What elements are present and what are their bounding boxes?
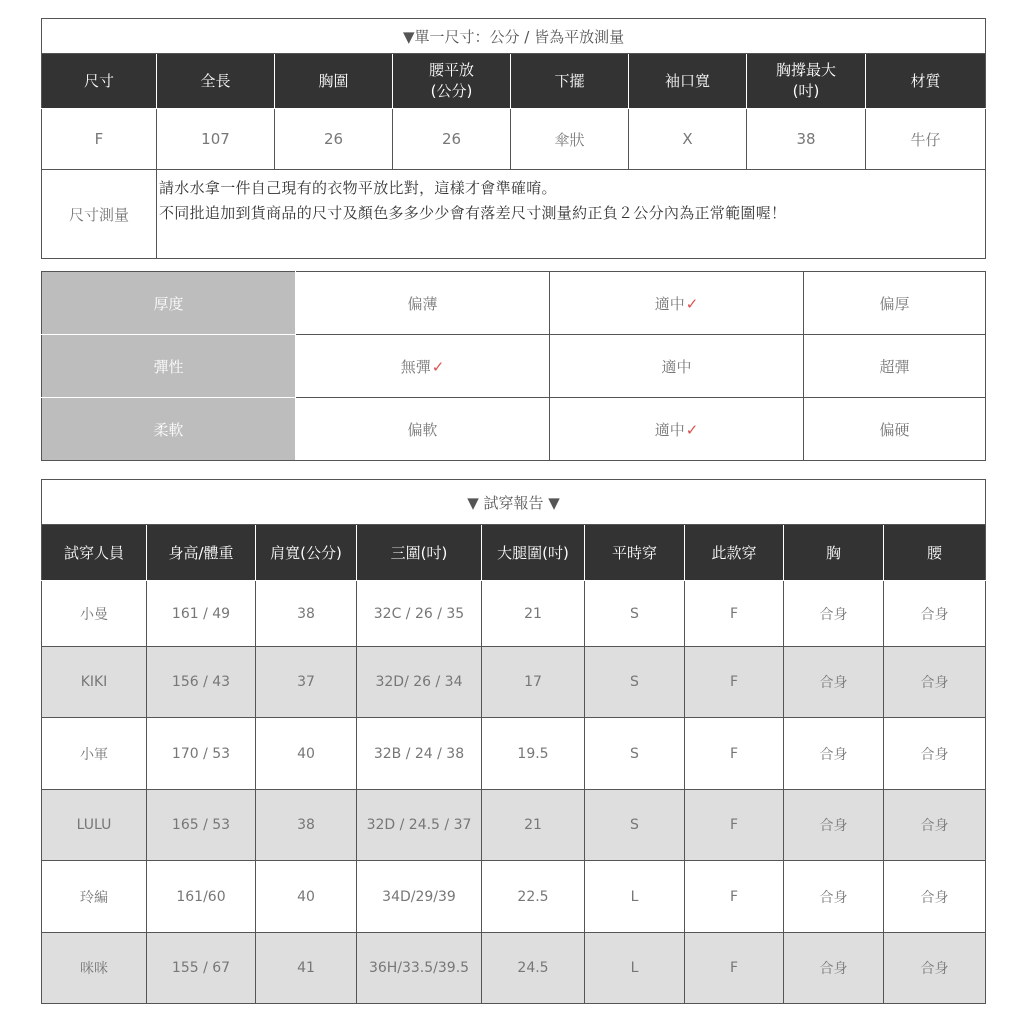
- fitting-cell: 21: [482, 581, 585, 647]
- fitting-cell: L: [585, 933, 685, 1004]
- fitting-cell: 合身: [884, 861, 986, 933]
- fabric-option-cell: [804, 335, 986, 398]
- size-value-cell: X: [629, 109, 747, 170]
- fitting-cell: S: [585, 718, 685, 790]
- fabric-option-cell: [550, 335, 804, 398]
- fitting-cell: S: [585, 647, 685, 718]
- fitting-cell: F: [685, 718, 784, 790]
- size-header-text: (公分): [430, 82, 473, 100]
- fitting-header-cell: 身高/體重: [147, 525, 256, 581]
- fabric-option-cell: [296, 398, 550, 461]
- fitting-cell: 41: [256, 933, 357, 1004]
- fabric-properties-table: [41, 271, 986, 461]
- fitting-cell: 小曼: [42, 581, 147, 647]
- fitting-cell: 合身: [784, 790, 884, 861]
- fabric-option-text: 超彈: [879, 357, 910, 376]
- size-header-text: 袖口寬: [664, 71, 710, 90]
- fabric-property-label: 厚度: [42, 272, 296, 335]
- fitting-cell: 合身: [784, 861, 884, 933]
- size-value-cell: 107: [157, 109, 275, 170]
- check-mark-icon: ✓: [431, 357, 445, 376]
- size-header-text: 材質: [910, 71, 941, 90]
- fabric-row: [42, 272, 986, 335]
- fabric-option-cell: [804, 398, 986, 461]
- fitting-header-cell: 試穿人員: [42, 525, 147, 581]
- fitting-cell: 36H/33.5/39.5: [357, 933, 482, 1004]
- fitting-cell: 合身: [884, 718, 986, 790]
- fitting-cell: 合身: [884, 790, 986, 861]
- fitting-cell: 155 / 67: [147, 933, 256, 1004]
- fitting-cell: 24.5: [482, 933, 585, 1004]
- size-header-cell: [157, 54, 275, 109]
- size-header-text: 胸撐最大: [775, 61, 836, 79]
- size-chart-values-row: [42, 109, 986, 170]
- fitting-cell: F: [685, 581, 784, 647]
- fitting-cell: 34D/29/39: [357, 861, 482, 933]
- size-header-cell: [511, 54, 629, 109]
- size-chart-header-row: [42, 54, 986, 109]
- fabric-row: [42, 335, 986, 398]
- fitting-header-cell: 此款穿: [685, 525, 784, 581]
- fitting-cell: F: [685, 790, 784, 861]
- size-header-cell: [393, 54, 511, 109]
- size-value-cell: 38: [747, 109, 866, 170]
- fitting-header-cell: 腰: [884, 525, 986, 581]
- size-value-cell: F: [42, 109, 157, 170]
- size-header-text: 全長: [200, 71, 231, 90]
- fabric-option-text: 適中: [661, 357, 692, 376]
- fitting-header-cell: 肩寬(公分): [256, 525, 357, 581]
- fitting-cell: 合身: [884, 581, 986, 647]
- size-value-cell: 26: [393, 109, 511, 170]
- check-mark-icon: ✓: [685, 420, 699, 439]
- fitting-cell: 161/60: [147, 861, 256, 933]
- table-row: [42, 718, 986, 790]
- fabric-option-cell: [804, 272, 986, 335]
- fitting-cell: F: [685, 933, 784, 1004]
- fitting-header-cell: 胸: [784, 525, 884, 581]
- fabric-option-text: 偏軟: [407, 420, 438, 439]
- fitting-cell: 17: [482, 647, 585, 718]
- fabric-option-text: 無彈: [400, 357, 431, 376]
- size-header-text: 尺寸: [83, 71, 114, 90]
- fitting-cell: LULU: [42, 790, 147, 861]
- fitting-header-cell: 大腿圍(吋): [482, 525, 585, 581]
- size-note-text: [157, 170, 986, 259]
- fitting-report-title: ▼ 試穿報告 ▼: [42, 480, 986, 525]
- fitting-cell: 32C / 26 / 35: [357, 581, 482, 647]
- fitting-cell: 合身: [884, 933, 986, 1004]
- size-value-cell: 傘狀: [511, 109, 629, 170]
- fitting-cell: 165 / 53: [147, 790, 256, 861]
- fabric-option-cell: [550, 272, 804, 335]
- fitting-cell: F: [685, 861, 784, 933]
- table-row: [42, 933, 986, 1004]
- fabric-option-text: 適中: [654, 294, 685, 313]
- fitting-cell: 32B / 24 / 38: [357, 718, 482, 790]
- fitting-header-cell: 平時穿: [585, 525, 685, 581]
- fitting-cell: L: [585, 861, 685, 933]
- fitting-report-table: [41, 479, 986, 1004]
- fitting-cell: 37: [256, 647, 357, 718]
- table-row: [42, 861, 986, 933]
- fitting-cell: 合身: [784, 718, 884, 790]
- size-note-label: 尺寸測量: [42, 170, 157, 259]
- size-header-text: 胸圍: [318, 71, 349, 90]
- fitting-header-cell: 三圍(吋): [357, 525, 482, 581]
- size-header-cell: [866, 54, 986, 109]
- fitting-cell: S: [585, 581, 685, 647]
- fitting-cell: KIKI: [42, 647, 147, 718]
- table-row: [42, 790, 986, 861]
- fabric-option-cell: [550, 398, 804, 461]
- size-header-text: 下擺: [554, 71, 585, 90]
- fitting-report-header-row: [42, 525, 986, 581]
- size-note-line: 請水水拿一件自己現有的衣物平放比對，這樣才會準確唷。: [159, 179, 557, 197]
- fitting-cell: 32D / 24.5 / 37: [357, 790, 482, 861]
- fitting-cell: 合身: [784, 933, 884, 1004]
- fitting-cell: 22.5: [482, 861, 585, 933]
- fitting-cell: 玲編: [42, 861, 147, 933]
- fitting-cell: 合身: [784, 581, 884, 647]
- fitting-cell: F: [685, 647, 784, 718]
- check-mark-icon: ✓: [685, 294, 699, 313]
- fitting-cell: S: [585, 790, 685, 861]
- fitting-cell: 38: [256, 790, 357, 861]
- size-header-cell: [747, 54, 866, 109]
- fitting-cell: 咪咪: [42, 933, 147, 1004]
- table-row: [42, 581, 986, 647]
- fabric-property-label: 柔軟: [42, 398, 296, 461]
- fitting-cell: 38: [256, 581, 357, 647]
- fabric-option-text: 適中: [654, 420, 685, 439]
- size-note-line: 不同批追加到貨商品的尺寸及顏色多多少少會有落差尺寸測量約正負２公分內為正常範圍喔！: [159, 204, 787, 222]
- fabric-option-text: 偏厚: [879, 294, 910, 313]
- fabric-option-text: 偏薄: [407, 294, 438, 313]
- fabric-option-cell: [296, 272, 550, 335]
- size-header-cell: [275, 54, 393, 109]
- size-header-cell: [629, 54, 747, 109]
- fitting-cell: 19.5: [482, 718, 585, 790]
- fitting-cell: 156 / 43: [147, 647, 256, 718]
- size-header-cell: [42, 54, 157, 109]
- fitting-cell: 32D/ 26 / 34: [357, 647, 482, 718]
- size-chart-table: [41, 18, 986, 259]
- size-header-text: 腰平放: [428, 61, 474, 79]
- fitting-cell: 小軍: [42, 718, 147, 790]
- fitting-cell: 161 / 49: [147, 581, 256, 647]
- table-row: [42, 647, 986, 718]
- size-chart-title: ▼單一尺寸：公分 / 皆為平放測量: [42, 19, 986, 54]
- fabric-option-text: 偏硬: [879, 420, 910, 439]
- fabric-option-cell: [296, 335, 550, 398]
- fitting-cell: 合身: [884, 647, 986, 718]
- fabric-row: [42, 398, 986, 461]
- fitting-cell: 40: [256, 718, 357, 790]
- size-header-text: (吋): [792, 82, 820, 100]
- fabric-property-label: 彈性: [42, 335, 296, 398]
- fitting-cell: 170 / 53: [147, 718, 256, 790]
- fitting-cell: 40: [256, 861, 357, 933]
- size-value-cell: 26: [275, 109, 393, 170]
- size-value-cell: 牛仔: [866, 109, 986, 170]
- fitting-cell: 21: [482, 790, 585, 861]
- fitting-cell: 合身: [784, 647, 884, 718]
